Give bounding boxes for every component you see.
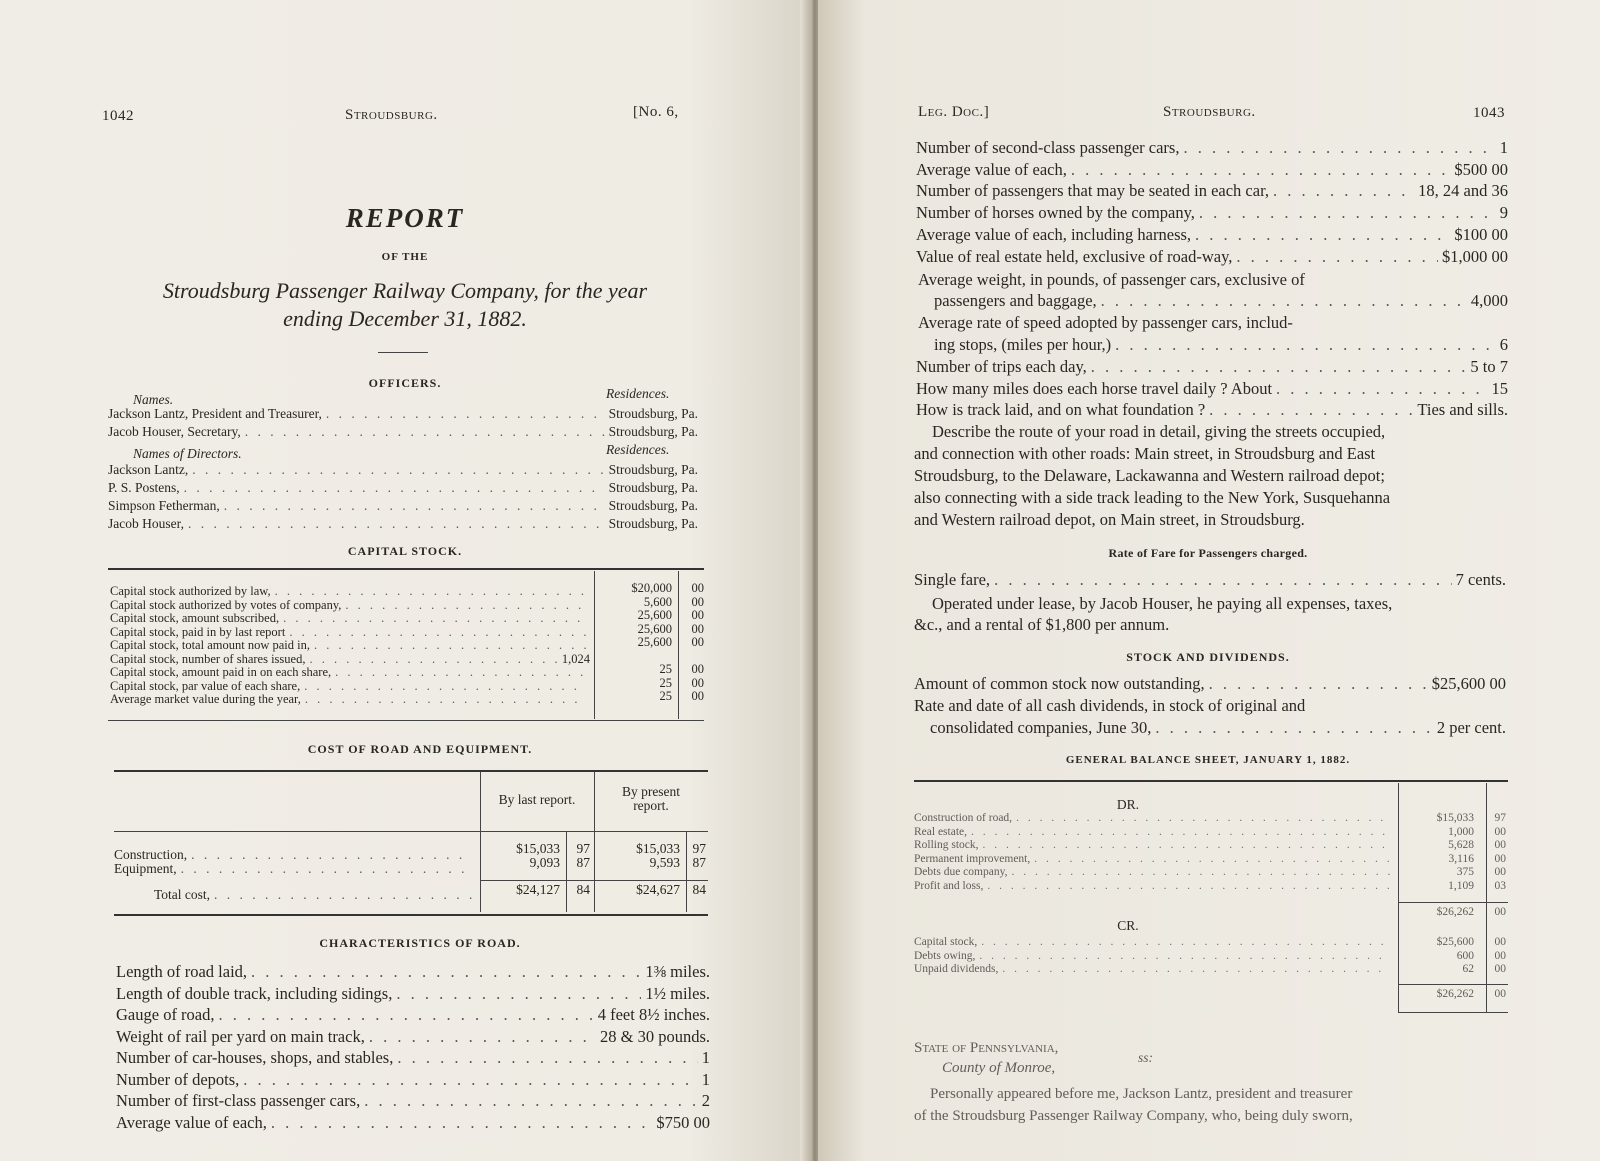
cr-row-label: Unpaid dividends, [914, 963, 999, 975]
characteristic-row-value: 4 feet 8½ inches. [597, 1005, 710, 1024]
capital-stock-label: Capital stock authorized by votes of company, [110, 597, 342, 612]
common-stock-row [914, 674, 1506, 694]
capital-stock-row [110, 599, 590, 612]
cost-total-row [154, 887, 476, 903]
characteristic-row [116, 1048, 710, 1068]
dr-row [914, 812, 1394, 824]
balance-col-line [1486, 783, 1487, 1013]
characteristic-row [116, 1091, 710, 1111]
characteristic-row-label: Length of double track, including sidings, [116, 983, 393, 1003]
capital-stock-count: 1,024 [561, 651, 590, 666]
cost-pres-dollars: $15,033 [636, 841, 680, 856]
dr-cents: 97 [1494, 812, 1506, 824]
director-name: Jackson Lantz, [108, 462, 189, 477]
dr-total-rule [1398, 902, 1508, 903]
capital-stock-dollars: 25 [659, 662, 672, 676]
railway-item-row [916, 160, 1508, 180]
col-by-last-report: By last report. [498, 792, 576, 807]
capital-stock-dollars: 25,600 [637, 635, 672, 649]
oath-line-2: of the Stroudsburg Passenger Railway Company, who, being duly sworn, [914, 1108, 1353, 1124]
doc-ref-right: Leg. Doc.] [918, 104, 990, 120]
officer-name: Jackson Lantz, President and Treasurer, [108, 406, 322, 421]
characteristic-row-value: $750 00 [656, 1112, 710, 1132]
officer-name: Jacob Houser, Secretary, [108, 424, 241, 439]
capital-col-line [594, 571, 595, 719]
lease-line-1: Operated under lease, by Jacob Houser, he paying all expenses, taxes, [932, 594, 1393, 613]
director-residence: Stroudsburg, Pa. [608, 516, 698, 531]
railway-item-row-value: 15 [1491, 378, 1508, 398]
dr-row [914, 853, 1394, 865]
officers-heading: OFFICERS. [368, 376, 442, 390]
capital-stock-row [110, 612, 590, 625]
cost-bottom-rule [114, 914, 708, 916]
cr-cents: 00 [1494, 949, 1506, 962]
railway-item-row [916, 203, 1508, 223]
dr-dollars: 1,000 [1448, 825, 1474, 838]
speed-row [934, 335, 1508, 355]
railway-item-row-label: Average value of each, [916, 159, 1067, 179]
cr-row-label: Debts owing, [914, 949, 976, 962]
dr-dollars: 5,628 [1448, 839, 1474, 851]
oath-line-1: Personally appeared before me, Jackson Lantz, president and treasurer [930, 1086, 1353, 1102]
dividend-line-2: consolidated companies, June 30, [930, 718, 1152, 737]
director-row [108, 462, 698, 478]
cost-total-pres-cents: 84 [692, 882, 706, 897]
director-row [108, 498, 698, 514]
capital-stock-row [110, 626, 590, 639]
common-stock-label: Amount of common stock now outstanding, [914, 674, 1205, 693]
balance-heading: GENERAL BALANCE SHEET, JANUARY 1, 1882. [1065, 754, 1351, 766]
route-line: also connecting with a side track leading to the New York, Susquehanna [914, 488, 1391, 507]
railway-item-row-value: $1,000 00 [1442, 246, 1508, 266]
directors-residences-label: Residences. [606, 442, 670, 457]
running-head-right: Stroudsburg. [1163, 104, 1256, 120]
capital-stock-dollars: 25 [659, 675, 672, 690]
dr-row-label: Real estate, [914, 825, 968, 838]
capital-stock-row [110, 639, 590, 652]
cost-row [114, 848, 476, 862]
cr-label: CR. [1117, 918, 1139, 933]
characteristic-row-value: 1 [701, 1069, 710, 1089]
single-fare-value: 7 cents. [1455, 570, 1506, 589]
common-stock-value: $25,600 00 [1431, 674, 1506, 693]
director-name: Simpson Fetherman, [108, 498, 220, 513]
railway-item-row [916, 400, 1508, 420]
characteristic-row [116, 1070, 710, 1090]
weight-line-1: Average weight, in pounds, of passenger cars, exclusive of [918, 270, 1305, 289]
cr-dollars: $25,600 [1436, 936, 1474, 948]
dr-cents: 00 [1494, 866, 1506, 878]
single-fare-row [914, 570, 1506, 590]
directors-label: Names of Directors. [133, 446, 242, 461]
county-line: County of Monroe, [942, 1060, 1056, 1076]
dr-cents: 00 [1494, 825, 1506, 838]
cost-pres-dollars: 9,593 [649, 855, 680, 870]
capital-stock-label: Capital stock, amount paid in on each share, [110, 665, 332, 679]
report-of-the: OF THE [381, 251, 429, 263]
cost-last-cents: 87 [576, 855, 590, 870]
report-subtitle-1: Stroudsburg Passenger Railway Company, for the year [162, 278, 648, 303]
cr-total-rule [1398, 984, 1508, 985]
railway-item-row-value: 5 to 7 [1470, 357, 1508, 376]
cr-row-label: Capital stock, [914, 936, 978, 948]
capital-stock-label: Capital stock authorized by law, [110, 584, 271, 598]
balance-col-line [1398, 783, 1399, 1013]
director-residence: Stroudsburg, Pa. [608, 480, 698, 495]
col-by-present-1: By present [621, 784, 681, 799]
cost-last-dollars: $15,033 [516, 841, 560, 856]
cost-total-rule [480, 880, 708, 881]
cr-row [914, 936, 1394, 948]
railway-item-row-label: Number of passengers that may be seated in each car, [916, 181, 1270, 201]
director-name: Jacob Houser, [108, 516, 184, 531]
cost-total-last-cents: 84 [576, 882, 590, 897]
capital-stock-label: Capital stock, total amount now paid in, [110, 638, 310, 652]
capital-stock-dollars: 25,600 [637, 621, 672, 636]
dr-cents: 00 [1494, 839, 1506, 851]
characteristic-row-value: 28 & 30 pounds. [599, 1026, 710, 1046]
route-line: Describe the route of your road in detail, giving the streets occupied, [932, 422, 1386, 441]
doc-ref-left: [No. 6, [633, 104, 679, 120]
characteristic-row-value: 2 [701, 1091, 710, 1110]
cr-total-dollars: $26,262 [1436, 988, 1474, 1000]
dr-dollars: 3,116 [1448, 852, 1474, 865]
railway-item-row-value: 9 [1499, 203, 1508, 223]
ss-mark: ss: [1138, 1050, 1154, 1065]
state-line: State of Pennsylvania, [914, 1040, 1059, 1056]
director-residence: Stroudsburg, Pa. [608, 462, 698, 477]
director-name: P. S. Postens, [108, 480, 180, 495]
characteristic-row-label: Number of depots, [116, 1069, 240, 1089]
officer-residence: Stroudsburg, Pa. [608, 424, 698, 439]
characteristic-row-label: Average value of each, [116, 1112, 267, 1132]
speed-line-1: Average rate of speed adopted by passenger cars, includ- [918, 313, 1293, 332]
col-by-present-2: report. [633, 798, 669, 813]
report-subtitle-2: ending December 31, 1882. [283, 306, 527, 331]
railway-item-row [916, 247, 1508, 267]
capital-stock-cents: 00 [691, 594, 704, 609]
single-fare-label: Single fare, [914, 570, 991, 589]
dr-row [914, 826, 1394, 838]
cost-header-rule [114, 831, 708, 832]
dr-row-label: Debts due company, [914, 866, 1008, 878]
characteristic-row-label: Weight of rail per yard on main track, [116, 1026, 365, 1046]
capital-stock-dollars: 25 [659, 689, 672, 703]
director-residence: Stroudsburg, Pa. [608, 498, 698, 513]
dr-cents: 00 [1494, 852, 1506, 865]
dividend-row [930, 718, 1506, 738]
director-row [108, 480, 698, 496]
capital-stock-cents: 00 [691, 662, 704, 676]
characteristic-row-value: 1 [701, 1048, 710, 1067]
officer-row [108, 406, 698, 422]
capital-stock-cents: 00 [691, 675, 704, 690]
capital-stock-label: Capital stock, paid in by last report [110, 624, 286, 639]
characteristic-row [116, 962, 710, 982]
dr-dollars: 375 [1456, 866, 1474, 878]
railway-item-row-value: $500 00 [1454, 159, 1508, 179]
capital-stock-label: Capital stock, number of shares issued, [110, 651, 306, 666]
dr-row-label: Profit and loss, [914, 879, 984, 892]
director-row [108, 516, 698, 532]
weight-row [934, 291, 1508, 311]
capital-stock-cents: 00 [691, 689, 704, 703]
cr-total-cents: 00 [1494, 988, 1506, 1000]
cost-col-line [566, 832, 567, 912]
cost-total-label: Total cost, [154, 887, 211, 902]
report-title: REPORT [345, 203, 465, 233]
railway-item-row-value: Ties and sills. [1417, 400, 1508, 419]
capital-stock-top-rule [108, 568, 704, 570]
weight-line-2: passengers and baggage, [934, 291, 1097, 310]
title-divider [378, 352, 428, 353]
dr-row-label: Permanent improvement, [914, 852, 1031, 865]
characteristic-row [116, 1113, 710, 1133]
cost-heading: COST OF ROAD AND EQUIPMENT. [307, 742, 533, 756]
capital-stock-cents: 00 [691, 608, 704, 622]
railway-item-row-label: How many miles does each horse travel daily ? About [916, 378, 1273, 398]
characteristic-row-value: 1½ miles. [645, 983, 710, 1003]
railway-item-row-value: 1 [1499, 138, 1508, 157]
cost-row-label: Construction, [114, 847, 188, 862]
dr-total-cents: 00 [1494, 906, 1506, 918]
characteristic-row [116, 1027, 710, 1047]
capital-stock-dollars: $20,000 [631, 581, 672, 595]
capital-stock-cents: 00 [691, 635, 704, 649]
cost-last-dollars: 9,093 [529, 855, 560, 870]
capital-col-line [678, 571, 679, 719]
route-line: and Western railroad depot, on Main street, in Stroudsburg. [914, 510, 1305, 529]
characteristics-heading: CHARACTERISTICS OF ROAD. [319, 936, 521, 950]
cost-pres-cents: 87 [692, 855, 706, 870]
cr-cents: 00 [1494, 963, 1506, 975]
cost-total-last-dollars: $24,127 [516, 882, 560, 897]
lease-line-2: &c., and a rental of $1,800 per annum. [914, 615, 1170, 634]
capital-stock-row [110, 693, 590, 706]
capital-stock-row [110, 653, 590, 666]
dr-row [914, 866, 1394, 878]
cost-col-line [686, 832, 687, 912]
capital-stock-heading: CAPITAL STOCK. [347, 544, 463, 558]
dr-label: DR. [1116, 797, 1140, 812]
railway-item-row-label: Average value of each, including harness, [916, 224, 1192, 244]
railway-item-row-label: Number of trips each day, [916, 357, 1087, 376]
dr-row-label: Rolling stock, [914, 839, 979, 851]
characteristic-row-label: Gauge of road, [116, 1005, 215, 1024]
dividend-line-1: Rate and date of all cash dividends, in stock of original and [914, 696, 1306, 715]
capital-stock-cents: 00 [691, 621, 704, 636]
route-line: and connection with other roads: Main street, in Stroudsburg and East [914, 444, 1376, 463]
railway-item-row-value: $100 00 [1454, 224, 1508, 244]
characteristic-row-value: 1⅜ miles. [645, 962, 710, 981]
officer-residence: Stroudsburg, Pa. [608, 406, 698, 421]
dr-total-dollars: $26,262 [1436, 906, 1474, 918]
balance-bottom-rule [1398, 1012, 1508, 1013]
cr-dollars: 62 [1462, 963, 1474, 975]
dividend-value: 2 per cent. [1436, 718, 1506, 737]
characteristic-row [116, 984, 710, 1004]
page-number-right: 1043 [1473, 105, 1505, 121]
page-number-left: 1042 [102, 108, 134, 124]
railway-item-row-label: How is track laid, and on what foundation ? [916, 400, 1206, 419]
dr-dollars: 1,109 [1448, 879, 1474, 892]
capital-stock-dollars: 25,600 [637, 608, 672, 622]
railway-item-row [916, 379, 1508, 399]
railway-item-row-label: Value of real estate held, exclusive of road-way, [916, 246, 1233, 266]
capital-stock-row [110, 666, 590, 679]
dr-row [914, 839, 1394, 851]
stock-heading: STOCK AND DIVIDENDS. [1126, 650, 1290, 664]
cost-last-cents: 97 [576, 841, 590, 856]
cr-dollars: 600 [1456, 949, 1474, 962]
names-label: Names. [133, 392, 174, 407]
capital-stock-cents: 00 [691, 581, 704, 595]
capital-stock-row [110, 585, 590, 598]
characteristic-row-label: Number of car-houses, shops, and stables, [116, 1048, 394, 1067]
railway-item-row [916, 357, 1508, 377]
route-line: Stroudsburg, to the Delaware, Lackawanna and Western railroad depot; [914, 466, 1385, 485]
speed-value: 6 [1499, 335, 1508, 354]
balance-top-rule [914, 780, 1508, 782]
capital-stock-label: Capital stock, amount subscribed, [110, 611, 280, 625]
characteristic-row-label: Length of road laid, [116, 962, 248, 981]
officer-row [108, 424, 698, 440]
cost-top-rule [114, 770, 708, 772]
speed-line-2: ing stops, (miles per hour,) [934, 335, 1112, 354]
dr-row [914, 880, 1394, 892]
dr-dollars: $15,033 [1436, 812, 1474, 824]
capital-stock-bottom-rule [108, 720, 704, 721]
residences-label: Residences. [606, 386, 670, 401]
railway-item-row [916, 181, 1508, 201]
cost-pres-cents: 97 [692, 841, 706, 856]
capital-stock-row [110, 680, 590, 693]
railway-item-row-value: 18, 24 and 36 [1418, 181, 1508, 201]
cost-row-label: Equipment, [114, 861, 177, 876]
weight-value: 4,000 [1470, 291, 1508, 310]
capital-stock-label: Capital stock, par value of each share, [110, 678, 301, 693]
dr-cents: 03 [1494, 879, 1506, 892]
railway-item-row-label: Number of second-class passenger cars, [916, 138, 1180, 157]
railway-item-row [916, 138, 1508, 158]
characteristic-row-label: Number of first-class passenger cars, [116, 1091, 361, 1110]
capital-stock-dollars: 5,600 [643, 594, 672, 609]
running-head-left: Stroudsburg. [345, 107, 438, 123]
cost-total-pres-dollars: $24,627 [636, 882, 680, 897]
fare-heading: Rate of Fare for Passengers charged. [1108, 546, 1308, 560]
right-page [818, 0, 1600, 1161]
railway-item-row-label: Number of horses owned by the company, [916, 203, 1195, 223]
cr-cents: 00 [1494, 936, 1506, 948]
dr-row-label: Construction of road, [914, 812, 1013, 824]
cost-row [114, 862, 476, 876]
cr-row [914, 963, 1394, 975]
characteristic-row [116, 1005, 710, 1025]
cr-row [914, 950, 1394, 962]
capital-stock-label: Average market value during the year, [110, 692, 301, 706]
railway-item-row [916, 225, 1508, 245]
